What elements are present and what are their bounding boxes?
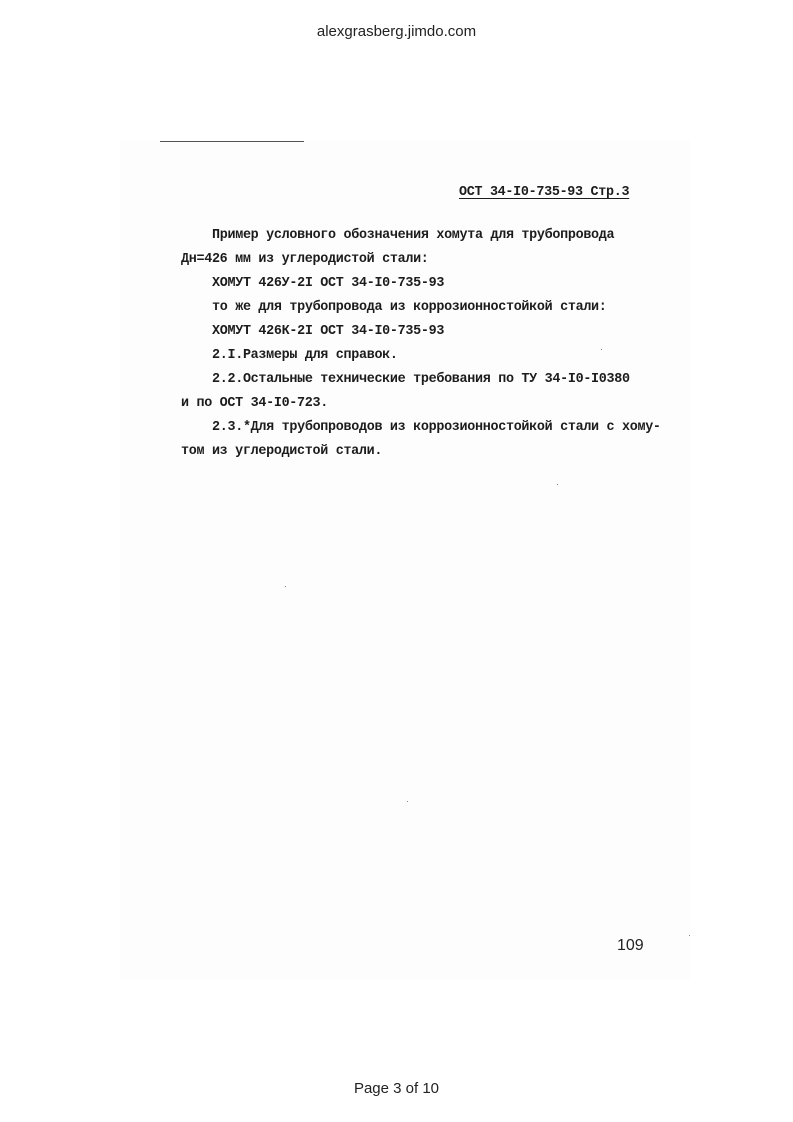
top-rule (160, 141, 304, 142)
text-line: ХОМУТ 426К-2I ОСТ 34-I0-735-93 (212, 324, 445, 339)
text-line: Пример условного обозначения хомута для трубопровода (212, 228, 615, 243)
site-header: alexgrasberg.jimdo.com (316, 23, 477, 40)
scan-speck (285, 586, 286, 587)
page-indicator: Page 3 of 10 (353, 1080, 440, 1097)
page-number: 109 (617, 937, 644, 954)
text-line: и по ОСТ 34-I0-723. (181, 396, 328, 411)
text-line: 2.I.Размеры для справок. (212, 348, 398, 363)
text-line: Дн=426 мм из углеродистой стали: (181, 252, 429, 267)
scan-speck (689, 935, 690, 936)
document-id: ОСТ 34-I0-735-93 Стр.3 (459, 185, 630, 200)
text-line: ХОМУТ 426У-2I ОСТ 34-I0-735-93 (212, 276, 445, 291)
scan-speck (407, 801, 408, 802)
text-line: 2.3.*Для трубопроводов из коррозионностойкой стали с хому- (212, 420, 661, 435)
text-line: 2.2.Остальные технические требования по ТУ 34-I0-I0380 (212, 372, 630, 387)
scan-speck (557, 484, 558, 485)
text-line: том из углеродистой стали. (181, 444, 383, 459)
text-line: то же для трубопровода из коррозионностойкой стали: (212, 300, 607, 315)
scan-speck (601, 349, 602, 350)
